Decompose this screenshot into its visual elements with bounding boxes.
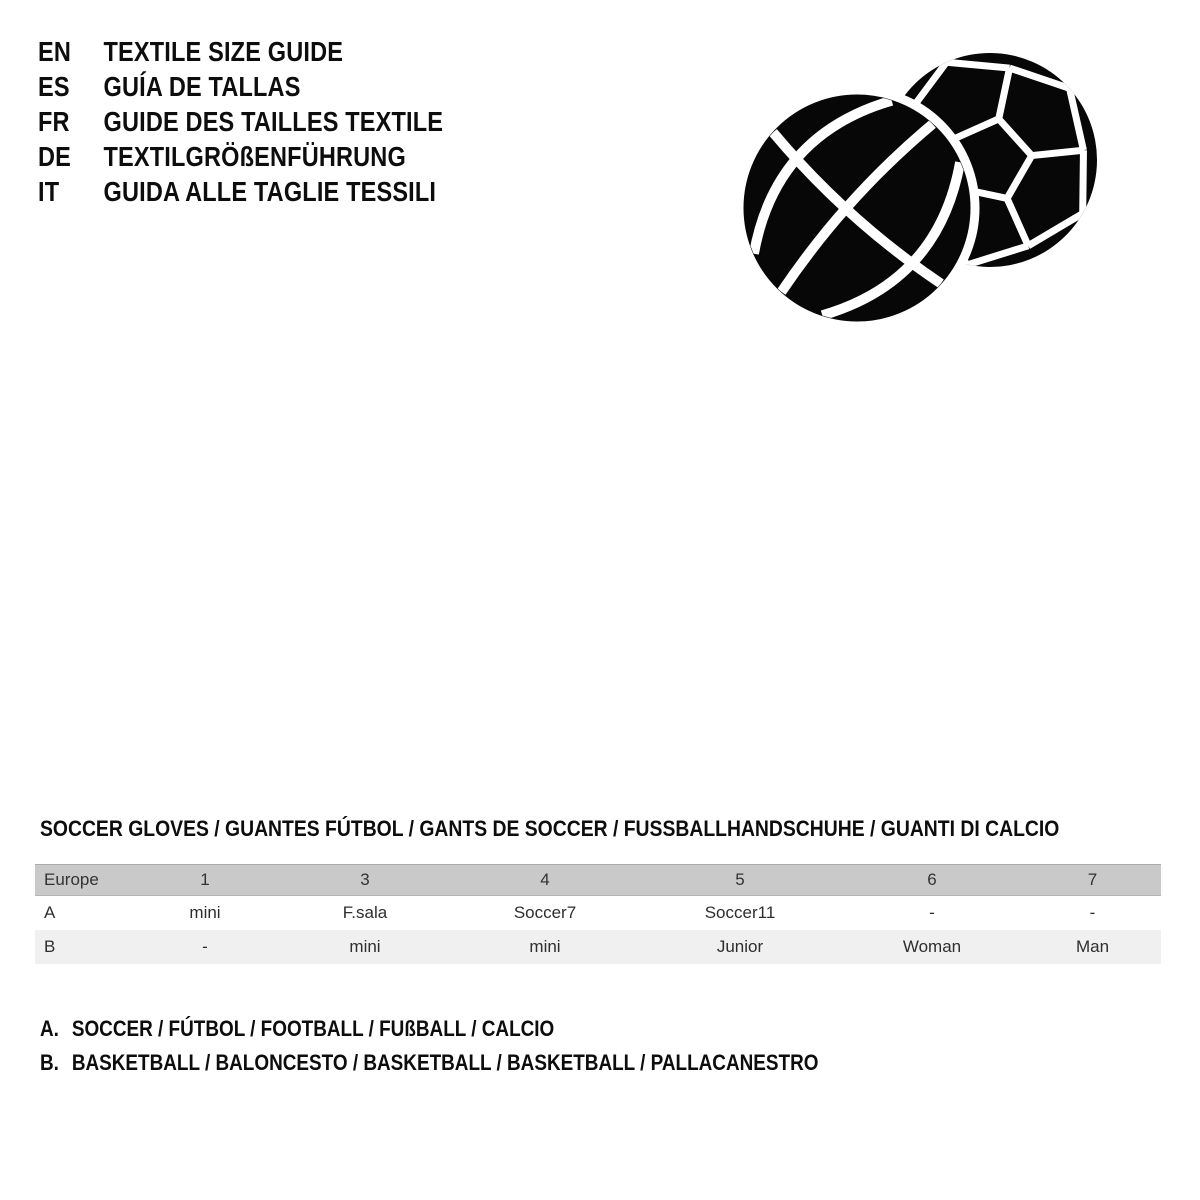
lang-title: GUÍA DE TALLAS <box>103 70 301 102</box>
legend-key: A. <box>40 1016 59 1041</box>
lang-code: FR <box>38 105 70 137</box>
lang-title: GUIDE DES TAILLES TEXTILE <box>103 105 444 137</box>
lang-title: TEXTILE SIZE GUIDE <box>103 35 344 67</box>
legend-text: BASKETBALL / BALONCESTO / BASKETBALL / BASKETBALL / PALLACANESTRO <box>71 1050 819 1075</box>
lang-row-de <box>38 139 443 174</box>
legend-item-a <box>40 1012 818 1046</box>
lang-row-es <box>38 69 443 104</box>
size-cell: Man <box>1024 930 1161 964</box>
size-cell: Junior <box>640 930 840 964</box>
size-cell: - <box>130 930 280 964</box>
size-table-header-row <box>35 865 1161 896</box>
size-cell: F.sala <box>342 902 388 922</box>
size-cell: Woman <box>840 930 1024 964</box>
col-header: 7 <box>1024 865 1161 896</box>
row-label: B <box>35 930 130 964</box>
lang-code: IT <box>38 175 60 207</box>
size-table-title: SOCCER GLOVES / GUANTES FÚTBOL / GANTS DE SOCCER / FUSSBALLHANDSCHUHE / GUANTI DI CALCIO <box>40 816 1060 841</box>
lang-row-it <box>38 174 443 209</box>
size-cell: - <box>1089 902 1096 922</box>
lang-title: TEXTILGRÖßENFÜHRUNG <box>103 140 406 172</box>
size-cell: Soccer11 <box>704 902 776 922</box>
row-label: A <box>44 902 56 922</box>
col-header: 4 <box>450 865 640 896</box>
col-header-europe: Europe <box>35 865 130 896</box>
size-row-b <box>35 930 1161 964</box>
legend-key: B. <box>40 1050 59 1075</box>
size-table <box>35 864 1161 964</box>
size-cell: mini <box>280 930 450 964</box>
size-row-a <box>35 896 1161 930</box>
legend-text: SOCCER / FÚTBOL / FOOTBALL / FUßBALL / CALCIO <box>71 1016 555 1041</box>
legend <box>40 1012 818 1080</box>
size-cell: mini <box>450 930 640 964</box>
language-title-list <box>38 34 443 209</box>
lang-row-fr <box>38 104 443 139</box>
col-header: 6 <box>840 865 1024 896</box>
lang-code: EN <box>38 35 72 67</box>
col-header: 3 <box>280 865 450 896</box>
size-cell: mini <box>189 902 221 922</box>
lang-code: DE <box>38 140 72 172</box>
balls-illustration <box>715 38 1125 338</box>
lang-title: GUIDA ALLE TAGLIE TESSILI <box>103 175 437 207</box>
legend-item-b <box>40 1046 818 1080</box>
lang-code: ES <box>38 70 70 102</box>
col-header: 5 <box>640 865 840 896</box>
size-cell: Soccer7 <box>513 902 577 922</box>
col-header: 1 <box>130 865 280 896</box>
size-cell: - <box>929 902 935 922</box>
lang-row-en <box>38 34 443 69</box>
